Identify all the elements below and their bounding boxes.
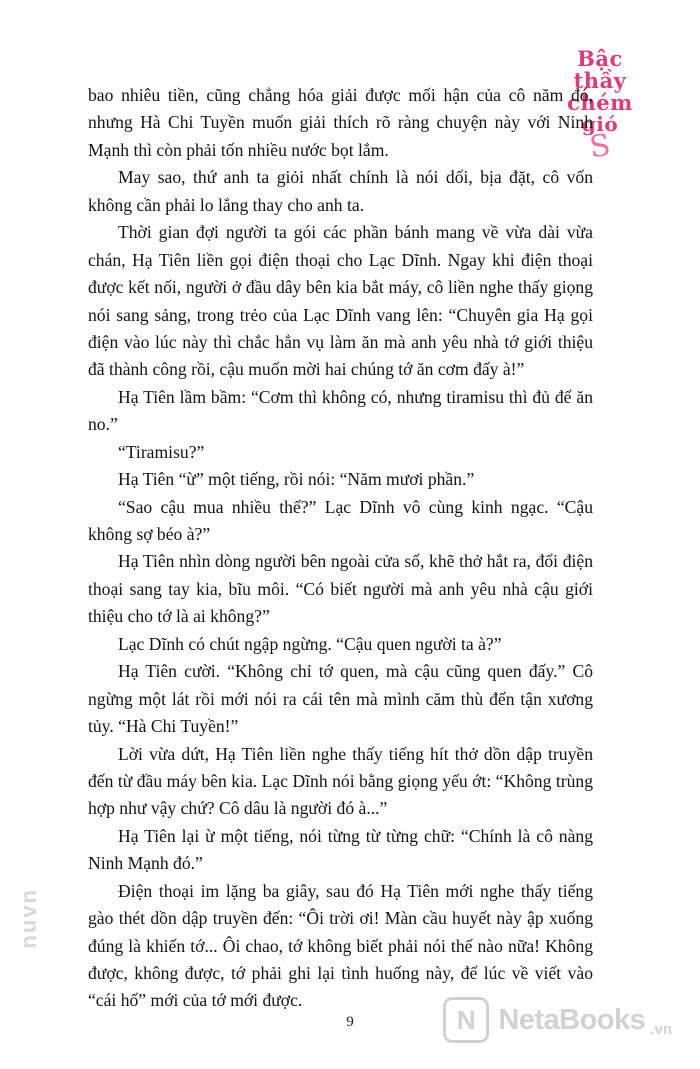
book-title-line-1: Bậc bbox=[577, 46, 623, 71]
paragraph: Lạc Dĩnh có chút ngập ngừng. “Cậu quen người ta à?” bbox=[118, 633, 502, 654]
page-number: 9 bbox=[346, 1014, 354, 1030]
page-body-text bbox=[88, 82, 593, 1015]
paragraph: “Tiramisu?” bbox=[118, 441, 205, 462]
paragraph: Lời vừa dứt, Hạ Tiên liền nghe thấy tiếng hít thở dồn dập truyền đến từ đầu máy bên kia. Lạc Dĩnh nói bằng giọng yếu ớt: “Không trùng hợp như vậy chứ? Cô dâu là người đó à...” bbox=[88, 743, 593, 819]
paragraph: Hạ Tiên lại ừ một tiếng, nói từng từ từng chữ: “Chính là cô nàng Ninh Mạnh đó.” bbox=[88, 825, 593, 874]
book-title-line-4: gió bbox=[581, 112, 619, 137]
paragraph: Điện thoại im lặng ba giây, sau đó Hạ Tiên mới nghe thấy tiếng gào thét dồn dập truyền đến: “Ôi trời ơi! Màn cầu huyết này ập xuống đúng là khiến tớ... Ôi chao, tớ không biết phải nói thế nào nữa! Không được, không được, tớ phải ghi lại tình huống này, để lúc về viết vào “cái hố” mới của tớ mới được. bbox=[88, 880, 593, 1011]
flourish-icon: S bbox=[587, 127, 613, 166]
paragraph: Hạ Tiên “ừ” một tiếng, rồi nói: “Năm mươi phần.” bbox=[118, 469, 475, 490]
netabooks-tld: .vn bbox=[650, 1021, 672, 1038]
side-watermark: nuvn bbox=[16, 888, 41, 949]
paragraph: May sao, thứ anh ta giỏi nhất chính là nói dối, bịa đặt, cô vốn không cần phải lo lắng thay cho anh ta. bbox=[88, 167, 593, 215]
book-title-line-2: thầy bbox=[573, 68, 627, 94]
paragraph: Hạ Tiên cười. “Không chỉ tớ quen, mà cậu cũng quen đấy.” Cô ngừng một lát rồi mới nói ra cái tên mà mình căm thù đến tận xương tủy. “Hà Chi Tuyền!” bbox=[88, 661, 593, 737]
paragraph: “Sao cậu mua nhiều thế?” Lạc Dĩnh vô cùng kinh ngạc. “Cậu không sợ béo à?” bbox=[88, 496, 593, 544]
netabooks-logo-icon: N bbox=[443, 997, 489, 1043]
paragraph: Hạ Tiên lầm bầm: “Cơm thì không có, nhưng tiramisu thì đủ để ăn no.” bbox=[88, 386, 593, 435]
netabooks-watermark bbox=[443, 997, 672, 1043]
paragraph: Thời gian đợi người ta gói các phần bánh mang về vừa dài vừa chán, Hạ Tiên liền gọi điện thoại cho Lạc Dĩnh. Ngay khi điện thoại được kết nối, người ở đầu dây bên kia bắt máy, cô liền nghe thấy giọng nói sang sảng, trong trẻo của Lạc Dĩnh vang lên: “Chuyên gia Hạ gọi điện vào lúc này thì chắc hẳn vụ làm ăn mà anh yêu nhà tớ giới thiệu đã thành công rồi, cậu muốn mời hai chúng tớ ăn cơm đấy à!” bbox=[88, 222, 593, 380]
paragraph: bao nhiêu tiền, cũng chẳng hóa giải được mối hận của cô năm đó, nhưng Hà Chi Tuyền muốn giải thích rõ ràng chuyện này với Ninh Mạnh thì còn phải tốn nhiều nước bọt lắm. bbox=[88, 85, 593, 160]
book-title-line-3: chém bbox=[567, 90, 633, 116]
netabooks-wordmark: NetaBooks bbox=[498, 1003, 646, 1036]
paragraph: Hạ Tiên nhìn dòng người bên ngoài cửa sổ, khẽ thở hắt ra, đổi điện thoại sang tay kia, bĩu môi. “Có biết người mà anh yêu nhà cậu giới thiệu cho tớ là ai không?” bbox=[88, 551, 593, 627]
